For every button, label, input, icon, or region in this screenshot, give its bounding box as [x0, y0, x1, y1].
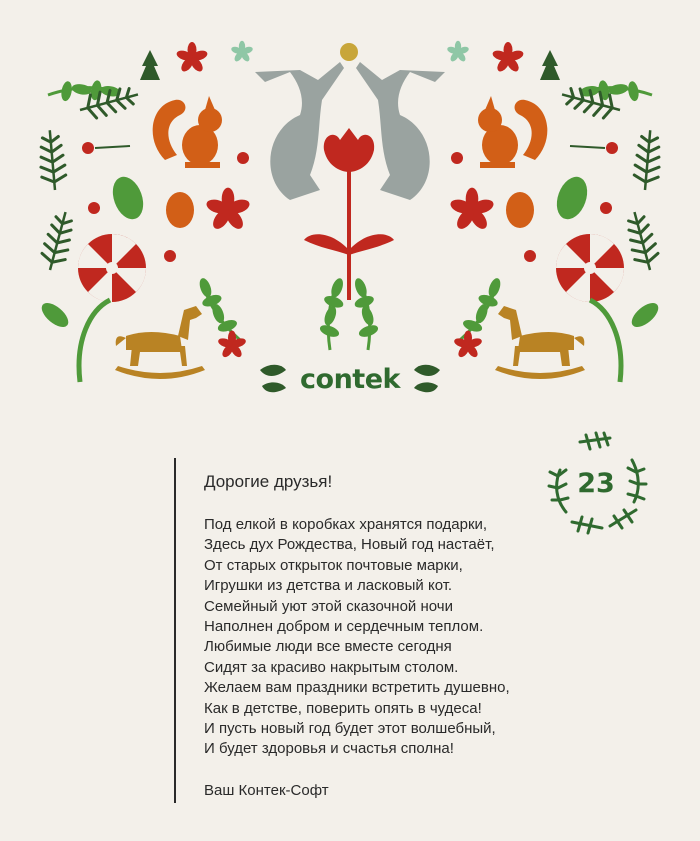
poem	[204, 515, 510, 760]
greeting-title: Дорогие друзья!	[204, 472, 333, 491]
folk-ornament	[0, 0, 700, 420]
poem-line: Как в детстве, поверить опять в чудеса!	[204, 699, 482, 717]
poem-line: Желаем вам праздники встретить душевно,	[204, 679, 510, 697]
poem-line: Наполнен добром и сердечным теплом.	[204, 618, 484, 636]
signature: Ваш Контек-Софт	[204, 782, 329, 799]
poem-line: Семейный уют этой сказочной ночи	[204, 597, 453, 615]
greeting-letter	[174, 458, 556, 803]
poem-line: Под елкой в коробках хранятся подарки,	[204, 516, 488, 533]
poem-line: И пусть новый год будет этот волшебный,	[204, 720, 496, 738]
year-number: 23	[577, 468, 615, 499]
poem-line: И будет здоровья и счастья сполна!	[204, 740, 454, 758]
poem-line: Здесь дух Рождества, Новый год настаёт,	[204, 536, 495, 554]
poem-line: От старых открыток почтовые марки,	[204, 556, 463, 574]
poem-line: Сидят за красиво накрытым столом.	[204, 658, 459, 676]
brand-logo: contek	[300, 364, 400, 395]
poem-line: Игрушки из детства и ласковый кот.	[204, 577, 453, 595]
poem-line: Любимые люди все вместе сегодня	[204, 638, 452, 656]
